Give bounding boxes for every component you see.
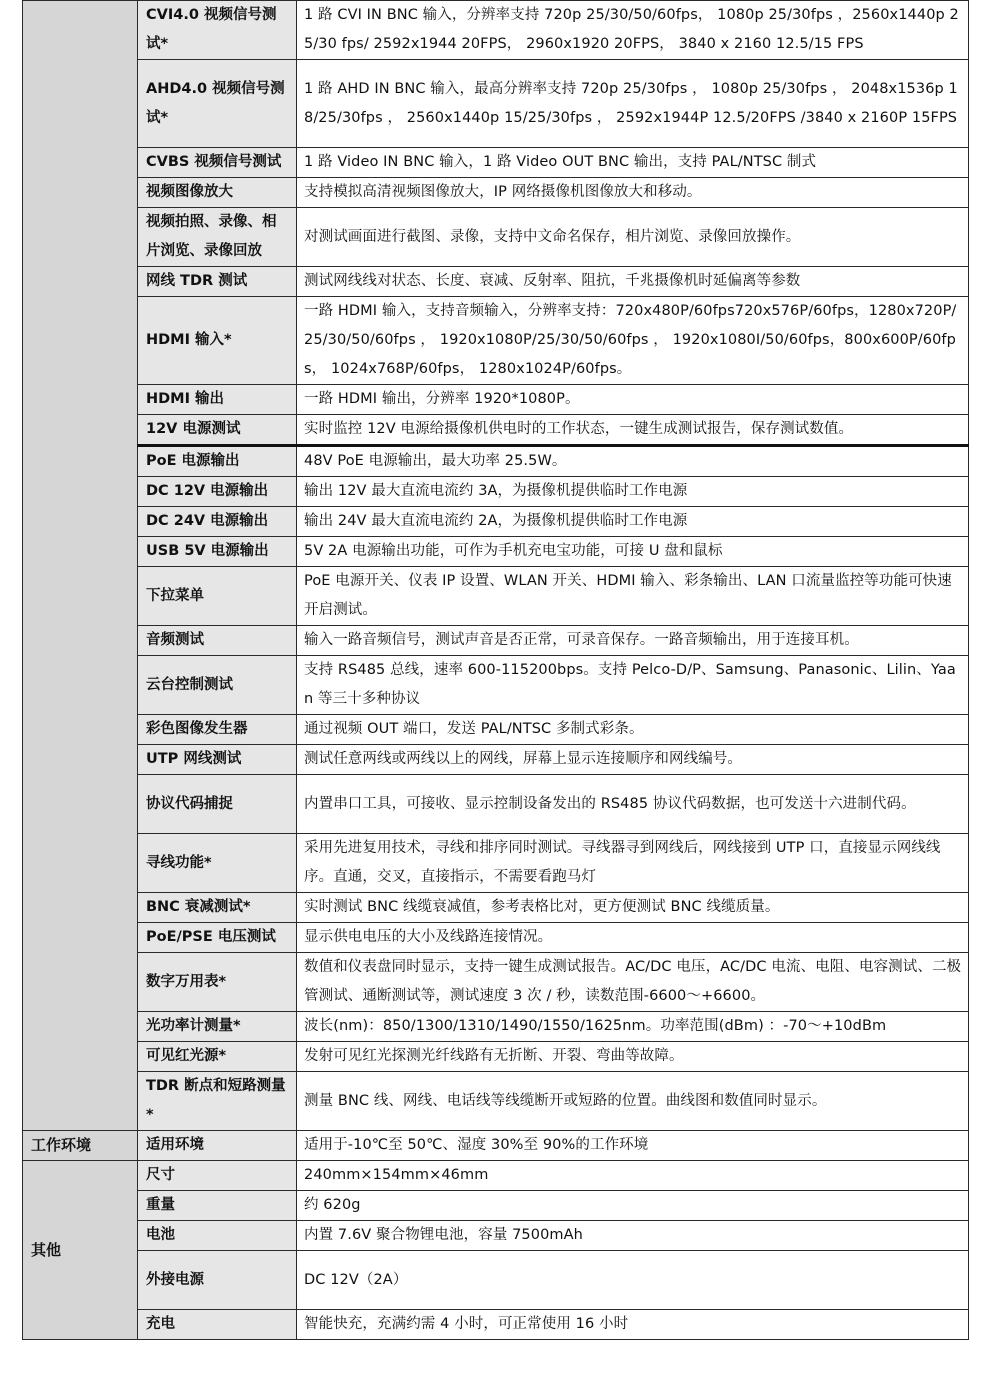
feature-desc: 实时测试 BNC 线缆衰减值，参考表格比对，更方便测试 BNC 线缆质量。 xyxy=(297,893,969,923)
feature-desc: 适用于-10℃至 50℃、湿度 30%至 90%的工作环境 xyxy=(297,1131,969,1161)
feature-desc: 波长(nm)：850/1300/1310/1490/1550/1625nm。功率范围(dBm) ：-70～+10dBm xyxy=(297,1012,969,1042)
feature-name: 尺寸 xyxy=(138,1161,297,1191)
feature-desc: 测量 BNC 线、网线、电话线等线缆断开或短路的位置。曲线图和数值同时显示。 xyxy=(297,1072,969,1131)
feature-name: 可见红光源* xyxy=(138,1042,297,1072)
feature-name: TDR 断点和短路测量* xyxy=(138,1072,297,1131)
feature-name: 外接电源 xyxy=(138,1251,297,1310)
table-row xyxy=(23,415,969,446)
table-row xyxy=(23,834,969,893)
feature-name: 云台控制测试 xyxy=(138,656,297,715)
table-row xyxy=(23,477,969,507)
table-row xyxy=(23,148,969,178)
table-row xyxy=(23,208,969,267)
feature-name: DC 24V 电源输出 xyxy=(138,507,297,537)
feature-desc: 数值和仪表盘同时显示，支持一键生成测试报告。AC/DC 电压，AC/DC 电流、电阻、电容测试、二极管测试、通断测试等，测试速度 3 次 / 秒，读数范围-6600～+6600。 xyxy=(297,953,969,1012)
feature-desc: DC 12V（2A） xyxy=(297,1251,969,1310)
feature-name: 音频测试 xyxy=(138,626,297,656)
feature-name: 下拉菜单 xyxy=(138,567,297,626)
feature-name: PoE 电源输出 xyxy=(138,446,297,477)
table-row xyxy=(23,1191,969,1221)
table-row xyxy=(23,1251,969,1310)
feature-desc: 实时监控 12V 电源给摄像机供电时的工作状态，一键生成测试报告，保存测试数值。 xyxy=(297,415,969,446)
table-row xyxy=(23,1310,969,1340)
category-cell-functions xyxy=(23,1,138,1131)
table-row xyxy=(23,923,969,953)
feature-name: 充电 xyxy=(138,1310,297,1340)
feature-desc: 约 620g xyxy=(297,1191,969,1221)
spec-table xyxy=(22,0,969,1340)
feature-name: BNC 衰减测试* xyxy=(138,893,297,923)
feature-desc: 1 路 AHD IN BNC 输入，最高分辨率支持 720p 25/30fps ， 1080p 25/30fps ， 2048x1536p 18/25/30fps ， 2560x1440p 15/25/30fps ， 2592x1944P 12.5/20FPS /3840 x 2160P 15FPS xyxy=(297,60,969,148)
feature-name: 12V 电源测试 xyxy=(138,415,297,446)
table-row xyxy=(23,567,969,626)
feature-name: 重量 xyxy=(138,1191,297,1221)
table-row xyxy=(23,537,969,567)
table-row xyxy=(23,656,969,715)
feature-desc: 支持模拟高清视频图像放大，IP 网络摄像机图像放大和移动。 xyxy=(297,178,969,208)
feature-desc: 测试网线线对状态、长度、衰减、反射率、阻抗，千兆摄像机时延偏离等参数 xyxy=(297,267,969,297)
table-row xyxy=(23,715,969,745)
feature-desc: 一路 HDMI 输出，分辨率 1920*1080P。 xyxy=(297,385,969,415)
feature-name: 适用环境 xyxy=(138,1131,297,1161)
table-row xyxy=(23,385,969,415)
feature-desc: 采用先进复用技术，寻线和排序同时测试。寻线器寻到网线后，网线接到 UTP 口，直接显示网线线序。直通，交叉，直接指示，不需要看跑马灯 xyxy=(297,834,969,893)
table-row xyxy=(23,1042,969,1072)
table-row xyxy=(23,297,969,385)
feature-name: 网线 TDR 测试 xyxy=(138,267,297,297)
feature-name: 彩色图像发生器 xyxy=(138,715,297,745)
table-row xyxy=(23,1131,969,1161)
table-row xyxy=(23,1012,969,1042)
feature-desc: 输出 24V 最大直流电流约 2A，为摄像机提供临时工作电源 xyxy=(297,507,969,537)
feature-desc: 显示供电电压的大小及线路连接情况。 xyxy=(297,923,969,953)
feature-desc: 内置串口工具，可接收、显示控制设备发出的 RS485 协议代码数据，也可发送十六进制代码。 xyxy=(297,775,969,834)
feature-desc: 测试任意两线或两线以上的网线，屏幕上显示连接顺序和网线编号。 xyxy=(297,745,969,775)
feature-desc: 对测试画面进行截图、录像，支持中文命名保存，相片浏览、录像回放操作。 xyxy=(297,208,969,267)
category-cell-work-env: 工作环境 xyxy=(23,1131,138,1161)
feature-name: 协议代码捕捉 xyxy=(138,775,297,834)
feature-name: 视频拍照、录像、相片浏览、录像回放 xyxy=(138,208,297,267)
feature-desc: PoE 电源开关、仪表 IP 设置、WLAN 开关、HDMI 输入、彩条输出、LAN 口流量监控等功能可快速开启测试。 xyxy=(297,567,969,626)
feature-name: CVI4.0 视频信号测试* xyxy=(138,1,297,60)
feature-name: HDMI 输出 xyxy=(138,385,297,415)
feature-name: 视频图像放大 xyxy=(138,178,297,208)
table-row xyxy=(23,507,969,537)
feature-name: 数字万用表* xyxy=(138,953,297,1012)
feature-desc: 输入一路音频信号，测试声音是否正常，可录音保存。一路音频输出，用于连接耳机。 xyxy=(297,626,969,656)
feature-desc: 1 路 Video IN BNC 输入，1 路 Video OUT BNC 输出，支持 PAL/NTSC 制式 xyxy=(297,148,969,178)
table-row xyxy=(23,1,969,60)
feature-desc: 240mm×154mm×46mm xyxy=(297,1161,969,1191)
table-row xyxy=(23,893,969,923)
category-cell-other: 其他 xyxy=(23,1161,138,1340)
feature-name: UTP 网线测试 xyxy=(138,745,297,775)
feature-name: CVBS 视频信号测试 xyxy=(138,148,297,178)
table-row xyxy=(23,267,969,297)
table-row xyxy=(23,1221,969,1251)
table-row xyxy=(23,745,969,775)
feature-name: USB 5V 电源输出 xyxy=(138,537,297,567)
feature-desc: 48V PoE 电源输出，最大功率 25.5W。 xyxy=(297,446,969,477)
table-row xyxy=(23,1161,969,1191)
feature-desc: 智能快充，充满约需 4 小时，可正常使用 16 小时 xyxy=(297,1310,969,1340)
feature-name: DC 12V 电源输出 xyxy=(138,477,297,507)
table-row xyxy=(23,953,969,1012)
feature-name: AHD4.0 视频信号测试* xyxy=(138,60,297,148)
feature-desc: 5V 2A 电源输出功能，可作为手机充电宝功能，可接 U 盘和鼠标 xyxy=(297,537,969,567)
feature-desc: 输出 12V 最大直流电流约 3A，为摄像机提供临时工作电源 xyxy=(297,477,969,507)
feature-name: 寻线功能* xyxy=(138,834,297,893)
table-row xyxy=(23,446,969,477)
table-row xyxy=(23,1072,969,1131)
feature-desc: 1 路 CVI IN BNC 输入，分辨率支持 720p 25/30/50/60fps， 1080p 25/30fps ，2560x1440p 25/30 fps/ 2592x1944 20FPS， 2960x1920 20FPS， 3840 x 2160 12.5/15 FPS xyxy=(297,1,969,60)
feature-desc: 发射可见红光探测光纤线路有无折断、开裂、弯曲等故障。 xyxy=(297,1042,969,1072)
table-row xyxy=(23,775,969,834)
table-row xyxy=(23,60,969,148)
feature-desc: 通过视频 OUT 端口，发送 PAL/NTSC 多制式彩条。 xyxy=(297,715,969,745)
feature-name: HDMI 输入* xyxy=(138,297,297,385)
table-row xyxy=(23,178,969,208)
feature-desc: 内置 7.6V 聚合物锂电池，容量 7500mAh xyxy=(297,1221,969,1251)
feature-name: 电池 xyxy=(138,1221,297,1251)
table-row xyxy=(23,626,969,656)
feature-name: PoE/PSE 电压测试 xyxy=(138,923,297,953)
feature-desc: 支持 RS485 总线，速率 600-115200bps。支持 Pelco-D/P、Samsung、Panasonic、Lilin、Yaan 等三十多种协议 xyxy=(297,656,969,715)
feature-desc: 一路 HDMI 输入，支持音频输入，分辨率支持：720x480P/60fps720x576P/60fps，1280x720P/25/30/50/60fps ， 1920x1080P/25/30/50/60fps ， 1920x1080I/50/60fps，800x600P/60fps， 1024x768P/60fps， 1280x1024P/60fps。 xyxy=(297,297,969,385)
feature-name: 光功率计测量* xyxy=(138,1012,297,1042)
